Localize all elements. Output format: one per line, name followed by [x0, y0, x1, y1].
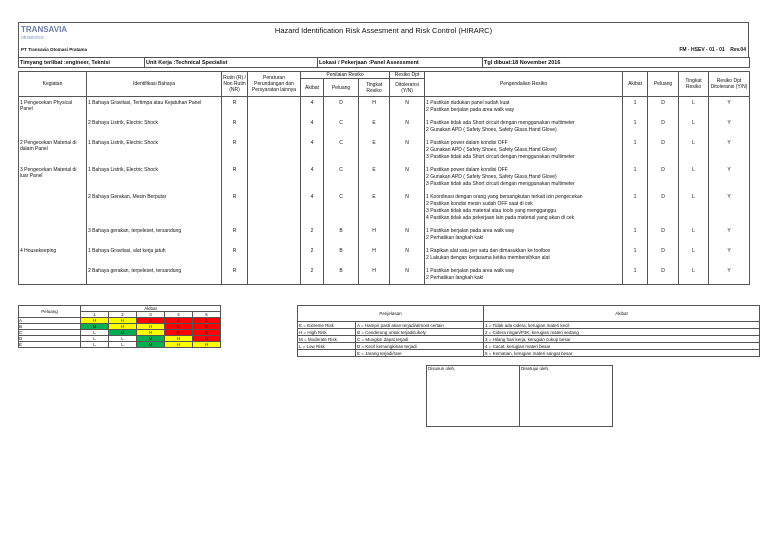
penjelasan-cell: B = Cenderung untuk terjadi/Likely — [356, 329, 484, 336]
hirarc-sheet — [18, 22, 749, 445]
document-number — [679, 47, 746, 53]
cell-kegiatan — [19, 225, 87, 245]
bottom-area — [18, 305, 749, 445]
col-rutin: Rutin (R) / Non Rutin (NR) — [222, 72, 248, 97]
cell-tingkat: H — [359, 265, 390, 285]
cell-hazard: 1 Bahaya Gravitasi, Tertimpa atau Kejatuhan Panel — [87, 97, 222, 117]
control-line: 2 Perhatikan langkah kaki — [426, 274, 484, 281]
control-line: 3 Pastikan tidak ada Short circuit dengan menggunakan multimeter — [426, 153, 575, 160]
cell-tingkat: E — [359, 137, 390, 164]
penjelasan-cell: 3 = Hilang hari kerja, kerugian cukup besar — [484, 336, 760, 343]
control-line: 1 Pastikan dudukan panel sudah kuat — [426, 100, 510, 106]
matrix-cell: E — [193, 318, 221, 324]
cell-akibat-2: 1 — [623, 265, 648, 285]
cell-tingkat-2: L — [679, 265, 709, 285]
penjelasan-cell: 2 = Cidera ringan/P3K, kerugian materi sedang — [484, 329, 760, 336]
cell-peluang: B — [324, 265, 359, 285]
hazard-rows — [19, 97, 750, 285]
cell-akibat: 4 — [301, 164, 324, 191]
cell-peluang: C — [324, 191, 359, 225]
cell-rutin: R — [222, 225, 248, 245]
col-pengendalian: Pengendalian Resiko — [425, 72, 623, 97]
col-tingkat: Tingkat Resiko — [359, 79, 390, 97]
control-line: 1 Pastikan power dalam kondisi OFF — [426, 139, 508, 146]
penjelasan-cell: H = High Risk — [298, 329, 356, 336]
cell-ctrl — [425, 164, 623, 191]
cell-peluang-2: D — [648, 191, 679, 225]
matrix-cell: H — [165, 342, 193, 348]
matrix-cell: L — [81, 330, 109, 336]
matrix-row-label: C — [19, 330, 81, 336]
cell-ditoleransi-2: Y — [709, 137, 750, 164]
cell-peraturan — [248, 164, 301, 191]
matrix-peluang-header: Peluang — [19, 306, 81, 318]
table-row — [19, 117, 750, 137]
control-line: 2 Pastikan kondisi mesin sudah OFF saat di cek — [426, 200, 533, 207]
cell-ditoleransi-2: Y — [709, 265, 750, 285]
cell-tingkat: H — [359, 225, 390, 245]
cell-peluang: C — [324, 164, 359, 191]
cell-ctrl — [425, 265, 623, 285]
col-kegiatan: Kegiatan — [19, 72, 87, 97]
col-resiko-dpt: Resiko Dpt — [390, 72, 425, 79]
matrix-cell: H — [81, 318, 109, 324]
cell-akibat: 4 — [301, 117, 324, 137]
cell-peluang: C — [324, 137, 359, 164]
control-line: 2 Gunakan APD ( Safety Shoes, Safety Glass,Hand Glove) — [426, 173, 557, 180]
cell-rutin: R — [222, 117, 248, 137]
col-peluang: Peluang — [324, 79, 359, 97]
penjelasan-row — [298, 336, 760, 343]
disetujui-oleh: Disetujui oleh, — [520, 366, 613, 427]
control-line: 1 Pastikan berjalan pada area walk way — [426, 227, 515, 234]
cell-hazard: 3 Bahaya gerakan, terpeleset, tersandung — [87, 225, 222, 245]
penjelasan-cell: 5 = Kematian, kerugian materi sangat besar — [484, 350, 760, 357]
control-line: 4 Pastikan tidak ada pekerjaan lain pada material yang akan di cek — [426, 214, 575, 221]
cell-peluang: B — [324, 245, 359, 265]
cell-peraturan — [248, 117, 301, 137]
cell-kegiatan: 1 Pengecekan Physical Panel — [19, 97, 87, 117]
cell-hazard: 2 Bahaya Gerakan, Mesin Berputar — [87, 191, 222, 225]
col-penilaian: Penilaian Resiko — [301, 72, 390, 79]
matrix-row-label: E — [19, 342, 81, 348]
cell-ditoleransi-2: Y — [709, 225, 750, 245]
cell-hazard: 2 Bahaya gerakan, terpeleset, tersandung — [87, 265, 222, 285]
cell-akibat-2: 1 — [623, 245, 648, 265]
cell-akibat: 2 — [301, 225, 324, 245]
penjelasan-row — [298, 350, 760, 357]
matrix-cell: M — [137, 342, 165, 348]
matrix-cell: L — [81, 342, 109, 348]
cell-peluang-2: D — [648, 265, 679, 285]
control-line: 3 Pastikan tidak ada material atau tools yang mengganggu — [426, 207, 557, 214]
penjelasan-cell: L = Low Risk — [298, 343, 356, 350]
company-name: PT Transavia Otomasi Pratama — [21, 47, 88, 52]
penjelasan-table — [297, 305, 760, 357]
cell-rutin: R — [222, 191, 248, 225]
cell-peluang: D — [324, 97, 359, 117]
col-akibat-2: Akibat — [623, 72, 648, 97]
col-peraturan: Peraturan Perundangan dan Persyaratan lainnya — [248, 72, 301, 97]
cell-tingkat: E — [359, 164, 390, 191]
cell-akibat-2: 1 — [623, 137, 648, 164]
control-line: 1 Rapikan alat satu per satu dan dimasukkan ke toolbox — [426, 247, 551, 254]
cell-akibat: 2 — [301, 265, 324, 285]
cell-peluang-2: D — [648, 225, 679, 245]
penjelasan-row — [298, 329, 760, 336]
matrix-row — [19, 342, 221, 348]
cell-ctrl — [425, 225, 623, 245]
cell-rutin: R — [222, 265, 248, 285]
cell-rutin: R — [222, 137, 248, 164]
cell-kegiatan — [19, 191, 87, 225]
cell-peluang-2: D — [648, 245, 679, 265]
control-line: 1 Pastikan power dalam kondisi OFF — [426, 166, 508, 173]
matrix-cell: E — [193, 330, 221, 336]
cell-kegiatan: 2 Pengecekan Material di dalam Panel — [19, 137, 87, 164]
cell-akibat-2: 1 — [623, 191, 648, 225]
cell-ditoleransi: N — [390, 191, 425, 225]
matrix-cell: M — [81, 324, 109, 330]
matrix-cell: E — [193, 324, 221, 330]
matrix-cell: L — [109, 342, 137, 348]
cell-ctrl — [425, 137, 623, 164]
risk-matrix — [18, 305, 221, 348]
cell-peluang-2: D — [648, 97, 679, 117]
table-row — [19, 137, 750, 164]
matrix-cell: H — [137, 324, 165, 330]
cell-ctrl — [425, 245, 623, 265]
cell-rutin: R — [222, 164, 248, 191]
matrix-cell: H — [165, 336, 193, 342]
cell-kegiatan: 4 Housekeeping — [19, 245, 87, 265]
cell-ditoleransi-2: Y — [709, 117, 750, 137]
control-line: 2 Perhatikan langkah kaki — [426, 234, 484, 241]
penjelasan-akibat-title: Akibat — [484, 306, 760, 322]
matrix-cell: H — [193, 342, 221, 348]
cell-akibat: 4 — [301, 97, 324, 117]
matrix-row-label: B — [19, 324, 81, 330]
penjelasan-cell: E = Extreme Risk — [298, 322, 356, 329]
penjelasan-row — [298, 343, 760, 350]
col-akibat: Akibat — [301, 79, 324, 97]
cell-tingkat: H — [359, 97, 390, 117]
matrix-col-4: 4 — [165, 312, 193, 318]
cell-rutin: R — [222, 97, 248, 117]
cell-ditoleransi: N — [390, 97, 425, 117]
matrix-col-3: 3 — [137, 312, 165, 318]
cell-tingkat-2: L — [679, 225, 709, 245]
date-field: Tgl dibuat:18 November 2016 — [483, 58, 750, 68]
document-header — [18, 22, 749, 57]
cell-peluang-2: D — [648, 164, 679, 191]
penjelasan-cell: D = Kecil kemungkinan terjadi — [356, 343, 484, 350]
cell-akibat: 2 — [301, 245, 324, 265]
control-line: 2 Lakukan dengan kerjasama ketika membersihkan alat — [426, 254, 550, 261]
control-line: 1 Pastikan tidak ada Short circuit dengan menggunakan multimeter — [426, 119, 575, 126]
matrix-cell: M — [137, 336, 165, 342]
control-line: 1 Pastikan berjalan pada area walk way — [426, 267, 515, 274]
col-resiko-dpt-2: Resiko Dpt Ditoleransi (Y/N) — [709, 72, 750, 97]
matrix-cell: E — [193, 336, 221, 342]
cell-peluang: B — [324, 225, 359, 245]
cell-ditoleransi: N — [390, 225, 425, 245]
cell-hazard: 2 Bahaya Listrik, Electric Shock — [87, 117, 222, 137]
matrix-cell: H — [109, 324, 137, 330]
cell-tingkat-2: L — [679, 97, 709, 117]
matrix-cell: L — [109, 336, 137, 342]
table-row — [19, 164, 750, 191]
cell-akibat: 4 — [301, 191, 324, 225]
matrix-cell: H — [109, 318, 137, 324]
table-row — [19, 97, 750, 117]
cell-akibat-2: 1 — [623, 97, 648, 117]
control-line: 1 Koordinasi dengan orang yang bersangkutan terkait izin pengecekan — [426, 193, 583, 200]
penjelasan-row — [298, 322, 760, 329]
cell-peraturan — [248, 191, 301, 225]
cell-peraturan — [248, 265, 301, 285]
matrix-row-label: A — [19, 318, 81, 324]
cell-tingkat-2: L — [679, 191, 709, 225]
cell-ditoleransi-2: Y — [709, 245, 750, 265]
matrix-rows — [19, 318, 221, 348]
col-tingkat-2: Tingkat Resiko — [679, 72, 709, 97]
penjelasan-cell — [298, 350, 356, 357]
cell-ditoleransi: N — [390, 265, 425, 285]
hazard-table — [18, 71, 750, 285]
cell-ditoleransi: N — [390, 164, 425, 191]
disusun-oleh: Disusun oleh, — [427, 366, 520, 427]
matrix-col-1: 1 — [81, 312, 109, 318]
penjelasan-rows — [298, 322, 760, 357]
cell-peraturan — [248, 137, 301, 164]
unit-field: Unit Kerja :Technical Specialist — [145, 58, 318, 68]
table-row — [19, 245, 750, 265]
cell-tingkat: E — [359, 191, 390, 225]
matrix-cell: E — [137, 318, 165, 324]
matrix-cell: E — [165, 318, 193, 324]
penjelasan-title: Penjelasan — [298, 306, 484, 322]
cell-peluang-2: D — [648, 137, 679, 164]
col-identifikasi: Identifikasi Bahaya — [87, 72, 222, 97]
cell-akibat-2: 1 — [623, 117, 648, 137]
cell-peluang: C — [324, 117, 359, 137]
cell-ditoleransi-2: Y — [709, 97, 750, 117]
cell-tingkat-2: L — [679, 117, 709, 137]
cell-kegiatan — [19, 117, 87, 137]
cell-ditoleransi: N — [390, 117, 425, 137]
cell-ctrl — [425, 97, 623, 117]
penjelasan-cell: C = Mungkin dapat terjadi — [356, 336, 484, 343]
cell-tingkat-2: L — [679, 137, 709, 164]
control-line: 2 Gunakan APD ( Safety Shoes, Safety Glass,Hand Glove) — [426, 126, 557, 133]
cell-ditoleransi-2: Y — [709, 164, 750, 191]
matrix-cell: L — [81, 336, 109, 342]
penjelasan-cell: 4 = Cacat, kerugian materi besar — [484, 343, 760, 350]
cell-hazard: 1 Bahaya Gravitasi, alat kerja jatuh — [87, 245, 222, 265]
table-row — [19, 191, 750, 225]
matrix-row-label: D — [19, 336, 81, 342]
cell-akibat-2: 1 — [623, 225, 648, 245]
cell-akibat-2: 1 — [623, 164, 648, 191]
table-row — [19, 265, 750, 285]
cell-ditoleransi: N — [390, 245, 425, 265]
location-field: Lokasi / Pekerjaan :Panel Assessment — [318, 58, 483, 68]
cell-hazard: 1 Bahaya Listrik, Electric Shock — [87, 164, 222, 191]
control-line: 3 Pastikan tidak ada Short circuit dengan menggunakan multimeter — [426, 180, 575, 187]
penjelasan-cell: 1 = Tidak ada cidera, kerugian materi kecil — [484, 322, 760, 329]
team-field: Timyang terlibat :engineer, Teknisi — [19, 58, 145, 68]
matrix-akibat-header: Akibat — [81, 306, 221, 312]
cell-peraturan — [248, 245, 301, 265]
cell-peraturan — [248, 97, 301, 117]
cell-tingkat-2: L — [679, 245, 709, 265]
matrix-cell: E — [165, 324, 193, 330]
cell-rutin: R — [222, 245, 248, 265]
col-ditoleransi: Ditoleransi (Y/N) — [390, 79, 425, 97]
logo-subtitle: otoservice — [21, 35, 44, 41]
penjelasan-cell: M = Moderate Risk — [298, 336, 356, 343]
col-peluang-2: Peluang — [648, 72, 679, 97]
penjelasan-cell: A = Hampir pasti akan terjadi/almost certain — [356, 322, 484, 329]
cell-peraturan — [248, 225, 301, 245]
meta-table — [18, 57, 750, 68]
matrix-col-5: 5 — [193, 312, 221, 318]
cell-ditoleransi: N — [390, 137, 425, 164]
cell-ditoleransi-2: Y — [709, 191, 750, 225]
cell-peluang-2: D — [648, 117, 679, 137]
company-logo: TRANSAVIA — [21, 25, 68, 34]
cell-tingkat: H — [359, 245, 390, 265]
form-number: FM - HSEV - 01 - 01 — [679, 47, 725, 53]
cell-kegiatan — [19, 265, 87, 285]
cell-hazard: 1 Bahaya Listrik, Electric Shock — [87, 137, 222, 164]
matrix-cell: E — [165, 330, 193, 336]
cell-ctrl — [425, 191, 623, 225]
matrix-cell: H — [137, 330, 165, 336]
matrix-cell: M — [109, 330, 137, 336]
signature-table — [426, 365, 613, 427]
matrix-col-2: 2 — [109, 312, 137, 318]
control-line: 2 Gunakan APD ( Safety Shoes, Safety Glass,Hand Glove) — [426, 146, 557, 153]
cell-tingkat: E — [359, 117, 390, 137]
cell-akibat: 4 — [301, 137, 324, 164]
cell-kegiatan: 3 Pengecekan Material di luar Panel — [19, 164, 87, 191]
cell-tingkat-2: L — [679, 164, 709, 191]
table-row — [19, 225, 750, 245]
control-line: 2 Pastikan berjalan pada area walk way — [426, 107, 515, 113]
cell-ctrl — [425, 117, 623, 137]
revision: Rev.04 — [730, 47, 746, 53]
penjelasan-cell: E = Jarang terjadi/rare — [356, 350, 484, 357]
document-title: Hazard Identification Risk Assesment and Risk Control (HIRARC) — [274, 26, 493, 35]
